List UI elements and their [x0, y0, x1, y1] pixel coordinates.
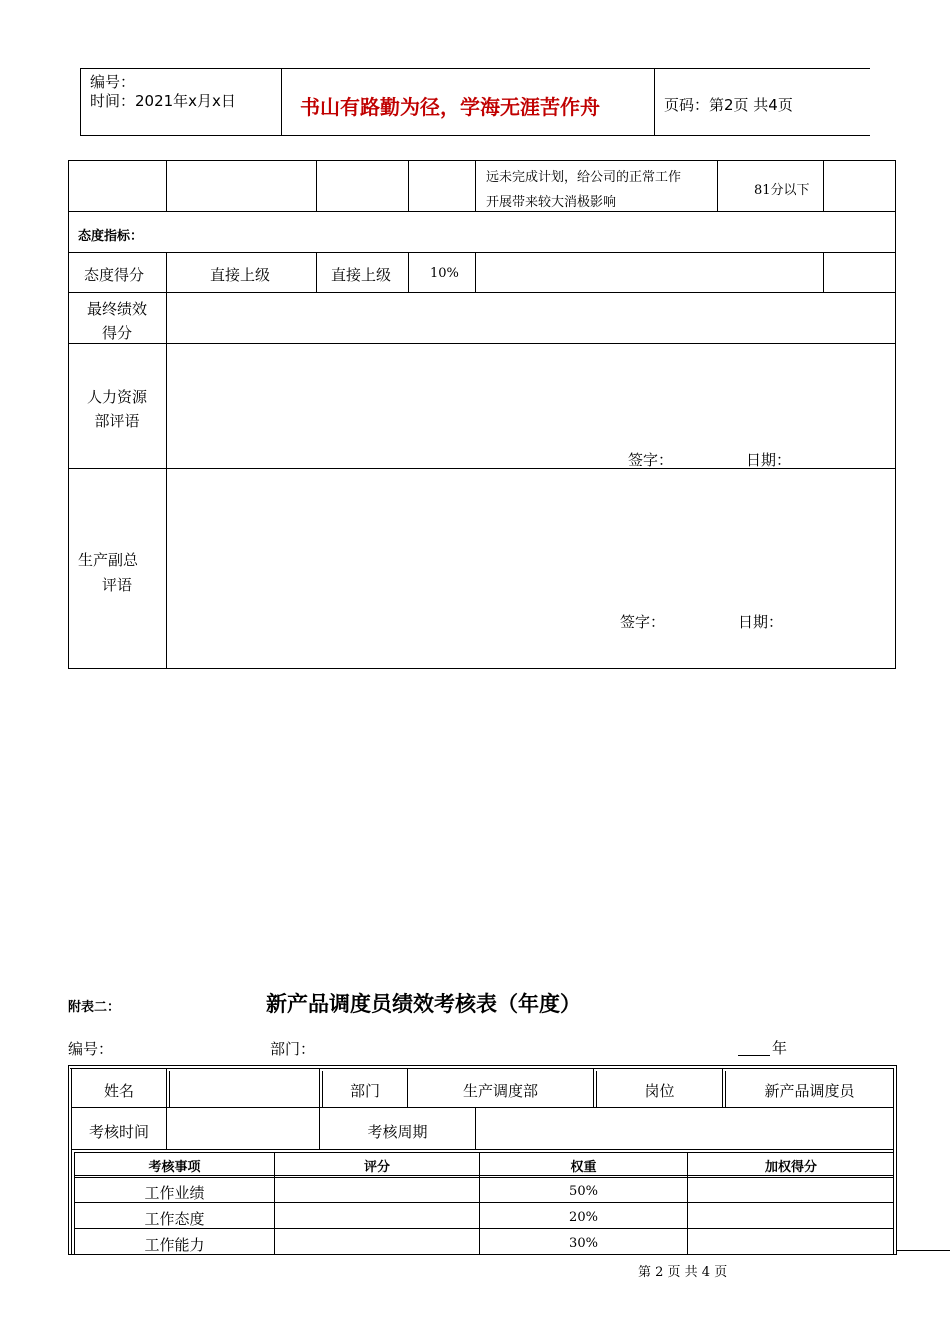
- vp-date-label: 日期：: [738, 613, 784, 631]
- dept-label: 部门: [349, 1082, 380, 1100]
- hr-comment-label-line1: 人力资源: [86, 388, 147, 406]
- vp-comment-label-line2: 评语: [102, 576, 133, 594]
- name-label: 姓名: [103, 1082, 134, 1100]
- appendix-title: 新产品调度员绩效考核表（年度）: [266, 992, 581, 1016]
- row-item: 工作态度: [144, 1210, 205, 1228]
- position-label: 岗位: [644, 1082, 675, 1100]
- attitude-section-label: 态度指标：: [78, 229, 144, 244]
- time-label: 考核时间: [88, 1123, 149, 1141]
- hr-date-label: 日期：: [746, 451, 792, 469]
- final-score-label-line2: 得分: [101, 324, 132, 342]
- position-value: 新产品调度员: [764, 1082, 855, 1100]
- header-date: 时间：2021年x月x日: [90, 92, 236, 110]
- hr-sign-label: 签字：: [628, 451, 674, 469]
- vp-comment-label-line1: 生产副总: [78, 551, 139, 569]
- row-weight: 30%: [569, 1236, 598, 1251]
- attitude-weight: 10%: [430, 266, 459, 281]
- header-weighted-score: 加权得分: [764, 1160, 817, 1175]
- appendix-year-label: 年: [772, 1039, 788, 1057]
- attitude-score-label: 态度得分: [84, 266, 145, 284]
- header-weight: 权重: [570, 1160, 597, 1175]
- final-score-label-line1: 最终绩效: [86, 300, 147, 318]
- attitude-evaluator-2: 直接上级: [331, 266, 392, 284]
- header-motto: 书山有路勤为径，学海无涯苦作舟: [300, 95, 600, 119]
- period-label: 考核周期: [367, 1123, 428, 1141]
- row-weight: 20%: [569, 1210, 598, 1225]
- row-item: 工作业绩: [144, 1184, 205, 1202]
- appendix-code-label: 编号：: [68, 1040, 114, 1058]
- attitude-evaluator-1: 直接上级: [210, 266, 271, 284]
- row-weight: 50%: [569, 1184, 598, 1199]
- appendix-label: 附表二：: [68, 1000, 121, 1015]
- hr-comment-label-line2: 部评语: [94, 412, 140, 430]
- cell-description-line2: 开展带来较大消极影响: [486, 195, 617, 210]
- cell-description-line1: 远未完成计划，给公司的正常工作: [486, 170, 682, 185]
- header-code-label: 编号：: [90, 73, 136, 91]
- header-score: 评分: [363, 1160, 390, 1175]
- appendix-dept-label: 部门：: [270, 1040, 316, 1058]
- header-item: 考核事项: [148, 1160, 201, 1175]
- cell-score-range: 81分以下: [754, 183, 810, 198]
- page-footer: 第 2 页 共 4 页: [638, 1265, 728, 1280]
- vp-sign-label: 签字：: [620, 613, 666, 631]
- row-item: 工作能力: [144, 1236, 205, 1254]
- dept-value: 生产调度部: [462, 1082, 538, 1100]
- header-page-info: 页码：第2页 共4页: [664, 96, 793, 114]
